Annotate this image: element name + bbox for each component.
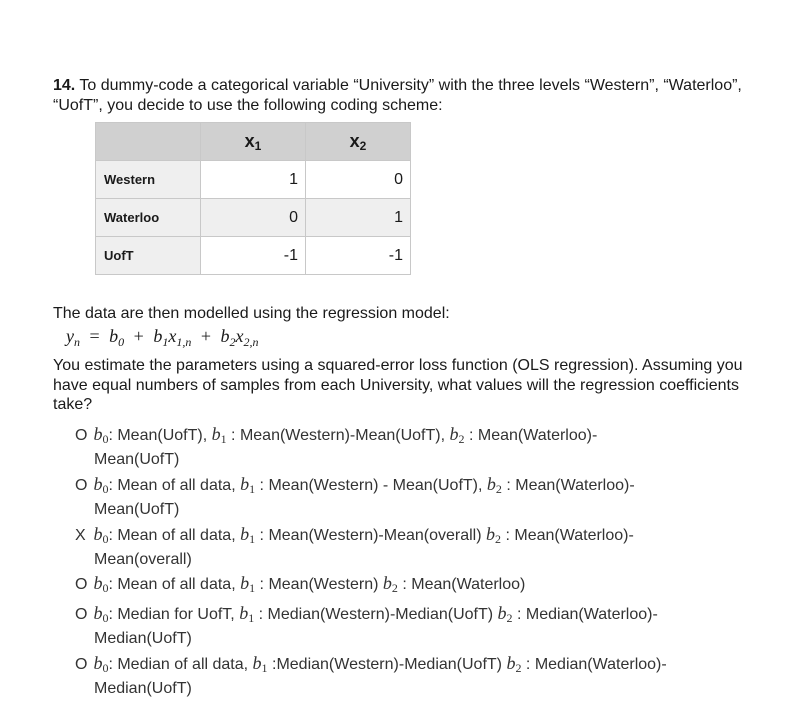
- question-number: 14.: [53, 77, 76, 94]
- option-marker: O: [75, 576, 88, 593]
- answer-option-1[interactable]: O $b_0$: Mean(UofT), $b_1$ : Mean(Western)-Mean(UofT), $b_2$ : Mean(Waterloo)- Mean(UofT): [75, 424, 598, 468]
- cell-western-x1: 1: [201, 161, 306, 199]
- option-marker: O: [75, 427, 88, 444]
- column-header-x2: $x_2$: [306, 123, 411, 161]
- cell-uoft-x2: -1: [306, 237, 411, 275]
- cell-western-x2: 0: [306, 161, 411, 199]
- table-row: [96, 199, 411, 237]
- cell-uoft-x1: -1: [201, 237, 306, 275]
- table-row: [96, 161, 411, 199]
- option-marker: X: [75, 527, 86, 544]
- model-intro: The data are then modelled using the regression model:: [53, 305, 450, 322]
- question-body: To dummy-code a categorical variable “University” with the three levels “Western”, “Waterloo”, “UofT”, you decide to use the following coding scheme:: [53, 77, 742, 114]
- answer-option-5[interactable]: O $b_0$: Median for UofT, $b_1$ : Median(Western)-Median(UofT) $b_2$ : Median(Waterloo)- Median(UofT): [75, 603, 658, 647]
- cell-waterloo-x2: 1: [306, 199, 411, 237]
- table-corner-cell: [96, 123, 201, 161]
- coding-scheme-table: [95, 122, 411, 275]
- answer-option-2[interactable]: O $b_0$: Mean of all data, $b_1$ : Mean(Western) - Mean(UofT), $b_2$ : Mean(Waterloo)- Mean(UofT): [75, 474, 635, 518]
- table-header-row: [96, 123, 411, 161]
- cell-waterloo-x1: 0: [201, 199, 306, 237]
- row-label-uoft: UofT: [96, 237, 201, 275]
- row-label-western: Western: [96, 161, 201, 199]
- answer-option-3[interactable]: X $b_0$: Mean of all data, $b_1$ : Mean(Western)-Mean(overall) $b_2$ : Mean(Waterloo)- Mean(overall): [75, 524, 634, 568]
- table-row: [96, 237, 411, 275]
- regression-formula: $y_n = b_0 + b_1x_{1,n} + b_2x_{2,n}$: [66, 326, 259, 349]
- option-marker: O: [75, 606, 88, 623]
- question-text: [53, 76, 773, 116]
- answer-option-6[interactable]: O $b_0$: Median of all data, $b_1$ :Median(Western)-Median(UofT) $b_2$ : Median(Waterloo)- Median(UofT): [75, 653, 667, 697]
- option-marker: O: [75, 477, 88, 494]
- estimation-question: You estimate the parameters using a squared-error loss function (OLS regression). Assuming you have equal numbers of samples from each University, what values will the regression coefficients take?: [53, 357, 743, 414]
- answer-option-4[interactable]: O $b_0$: Mean of all data, $b_1$ : Mean(Western) $b_2$ : Mean(Waterloo): [75, 573, 526, 595]
- column-header-x1: $x_1$: [201, 123, 306, 161]
- row-label-waterloo: Waterloo: [96, 199, 201, 237]
- option-marker: O: [75, 656, 88, 673]
